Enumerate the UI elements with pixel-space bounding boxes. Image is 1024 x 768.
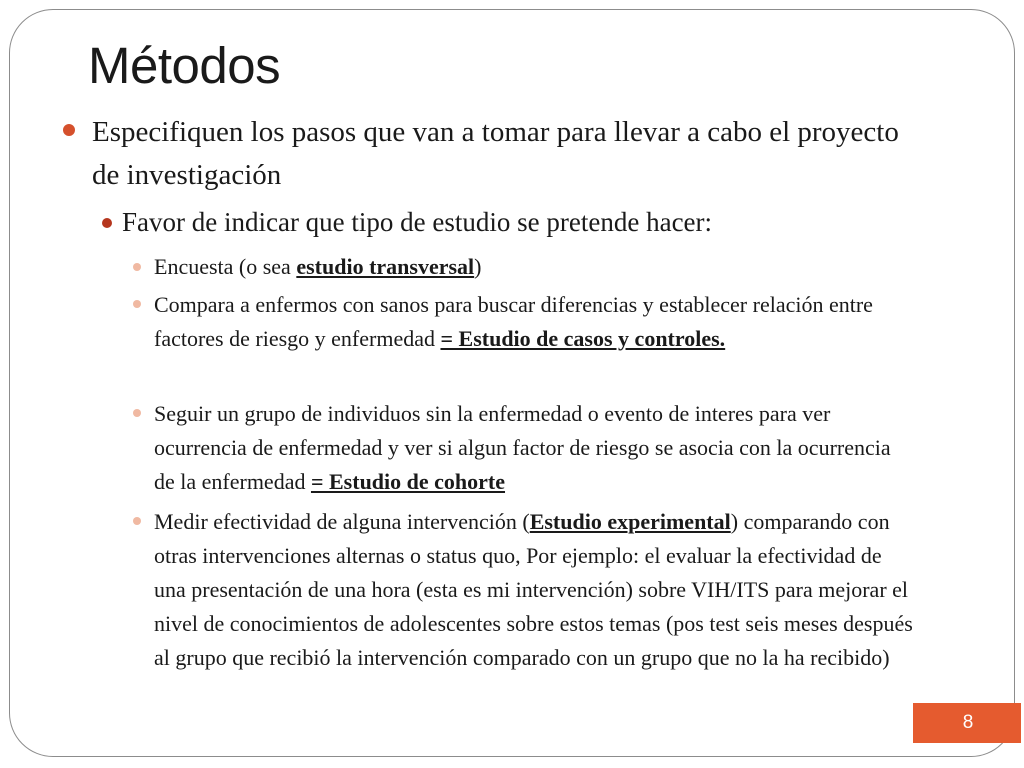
item-text: Encuesta (o sea [154, 254, 297, 279]
study-type-label: estudio transversal [296, 254, 475, 279]
bullet-level3-icon [133, 300, 141, 308]
item-text: Seguir un grupo de individuos sin la enfermedad o evento de interes para ver ocurrencia de enfermedad y ver si algun factor de riesgo se asocia con la ocurrencia de la enfermedad [154, 401, 891, 494]
slide-title: Métodos [88, 37, 281, 94]
study-type-label: = Estudio de cohorte [310, 469, 506, 494]
bullet-level2-icon [102, 218, 112, 228]
item-text: Compara a enfermos con sanos para buscar diferencias y establecer relación entre factores de riesgo y enfermedad [154, 292, 873, 351]
bullet-level3-icon [133, 517, 141, 525]
study-type-label: Estudio experimental [529, 509, 731, 534]
bullet-level1-text: Especifiquen los pasos que van a tomar para llevar a cabo el proyecto de investigación [92, 116, 899, 191]
item-text: ) [474, 254, 482, 279]
bullet-level3-icon [133, 409, 141, 417]
bullet-level1-icon [63, 124, 75, 136]
list-item [154, 288, 914, 356]
item-text: Medir efectividad de alguna intervención ( [154, 509, 530, 534]
list-item [154, 505, 914, 675]
list-item [154, 250, 914, 284]
list-item [154, 397, 914, 499]
item-text: ) comparando con otras intervenciones alternas o status quo, Por ejemplo: el evaluar la efectividad de una presentación de una hora (esta es mi intervención) sobre VIH/ITS para mejorar el nivel de conocimientos de adolescentes sobre estos temas (pos test seis meses después al grupo que recibió la intervención comparado con un grupo que no la ha recibido) [154, 509, 913, 670]
bullet-level2-text: Favor de indicar que tipo de estudio se pretende hacer: [122, 207, 713, 237]
bullet-level3-icon [133, 263, 141, 271]
page-number-badge: 8 [913, 703, 1021, 743]
study-type-label: = Estudio de casos y controles. [440, 326, 726, 351]
